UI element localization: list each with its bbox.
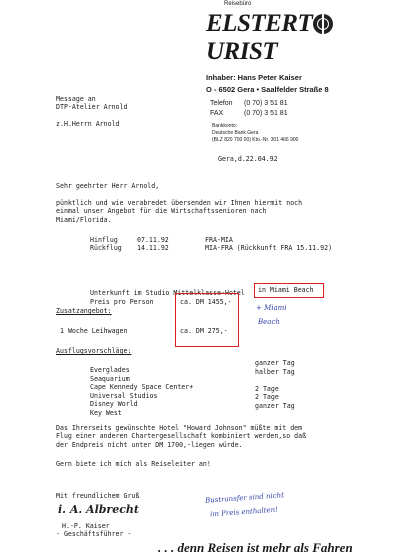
fax-label: FAX: [210, 110, 224, 117]
flight-out-date: 07.11.92: [137, 236, 169, 244]
fax-number: (0 70) 3 51 81: [244, 110, 288, 117]
intro-line: pünktlich und wie verabredet übersenden wir Ihnen hiermit noch: [56, 199, 303, 207]
footer-slogan: . . . denn Reisen ist mehr als Fahren: [158, 540, 353, 555]
price-value: ca. DM 1455,-: [180, 298, 232, 306]
recipient-line-1: Message an: [56, 95, 96, 103]
extra-heading: Zusatzangebot:: [56, 307, 112, 315]
excursion-duration: 2 Tage: [255, 393, 279, 402]
hotel-note: [56, 424, 306, 449]
note-line: der Endpreis nicht unter DM 1700,-liegen würde.: [56, 440, 243, 449]
recipient-line-3: z.H.Herrn Arnold: [56, 120, 120, 128]
list-item: [90, 401, 295, 417]
flight-return-route: MIA-FRA (Rückkunft FRA 15.11.92): [205, 244, 333, 252]
excursion-name: Everglades: [90, 366, 130, 374]
recipient-line-2: DTP-Atelier Arnold: [56, 103, 128, 111]
accommodation-location: in Miami Beach: [258, 286, 314, 294]
guide-offer: Gern biete ich mich als Reiseleiter an!: [56, 460, 211, 468]
excursion-name: Cape Kennedy Space Center+: [90, 383, 194, 392]
excursions-list: [90, 359, 295, 417]
brand-text-end: URIST: [206, 38, 278, 65]
intro-line: einmal unser Angebot für die Wirtschaftssenioren nach: [56, 207, 267, 216]
flight-out-route: FRA-MIA: [205, 236, 233, 244]
excursion-name: Key West: [90, 408, 122, 417]
signature-text: i. A. Albrecht: [58, 503, 140, 516]
signature: [58, 503, 139, 516]
address-line: O - 6502 Gera • Saalfelder Straße 8: [206, 85, 329, 94]
brand-logo: [206, 10, 404, 66]
handwritten-margin-1: + Miami: [256, 304, 287, 312]
excursions-heading: Ausflugsvorschläge:: [56, 347, 132, 355]
handwritten-note-2: im Preis enthalten!: [209, 505, 279, 519]
closing: Mit freundlichem Gruß: [56, 492, 140, 500]
flight-return-label: Rückflug: [90, 244, 122, 252]
list-item: [90, 376, 194, 392]
bank-label: Bankkonto:: [212, 123, 238, 129]
handwritten-margin-2: Beach: [258, 318, 280, 326]
price-label: Preis pro Person: [90, 298, 154, 306]
note-line: Das Ihrerseits gewünschte Hotel "Howard Johnson" müßte mit dem: [56, 424, 303, 432]
list-item: [90, 367, 295, 383]
intro-paragraph: [56, 199, 302, 224]
flight-out-label: Hinflug: [90, 236, 118, 244]
excursion-name: Universal Studios: [90, 391, 158, 400]
excursion-name: Seaquarium: [90, 374, 130, 383]
excursion-duration: ganzer Tag: [255, 401, 295, 410]
tel-number: (0 70) 3 51 81: [244, 100, 288, 107]
signer-name: H.-P. Kaiser: [62, 522, 110, 530]
excursion-duration: halber Tag: [255, 367, 295, 376]
tel-label: Telefon: [210, 100, 233, 107]
list-item: [90, 384, 279, 400]
excursion-duration: ganzer Tag: [255, 359, 295, 367]
flight-return-date: 14.11.92: [137, 244, 169, 252]
globe-icon: [313, 14, 333, 34]
extra-item: 1 Woche Leihwagen: [60, 327, 128, 335]
handwritten-note-1: Bustransfer sind nicht: [204, 491, 285, 505]
accommodation-line: Unterkunft im Studio Mittelklasse-Hotel: [90, 289, 245, 297]
owner-line: Inhaber: Hans Peter Kaiser: [206, 73, 302, 82]
letter-date: Gera,d.22.04.92: [218, 155, 278, 163]
excursion-duration: 2 Tage: [255, 384, 279, 393]
note-line: Flug einer anderen Chartergesellschaft kombiniert werden,so daß: [56, 432, 307, 441]
brand-text-start: ELSTERT: [206, 10, 313, 37]
salutation: Sehr geehrter Herr Arnold,: [56, 182, 160, 190]
intro-line: Miami/Florida.: [56, 215, 112, 224]
bank-name: Deutsche Bank Gera: [212, 130, 259, 136]
bank-info: (BLZ 820 700 00) Kto.-Nr. 301 466 900: [212, 137, 299, 143]
excursion-name: Disney World: [90, 400, 138, 409]
signer-title: - Geschäftsführer -: [56, 530, 132, 538]
extra-price: ca. DM 275,-: [180, 327, 228, 335]
letterhead-small: Reisebüro: [224, 1, 252, 7]
